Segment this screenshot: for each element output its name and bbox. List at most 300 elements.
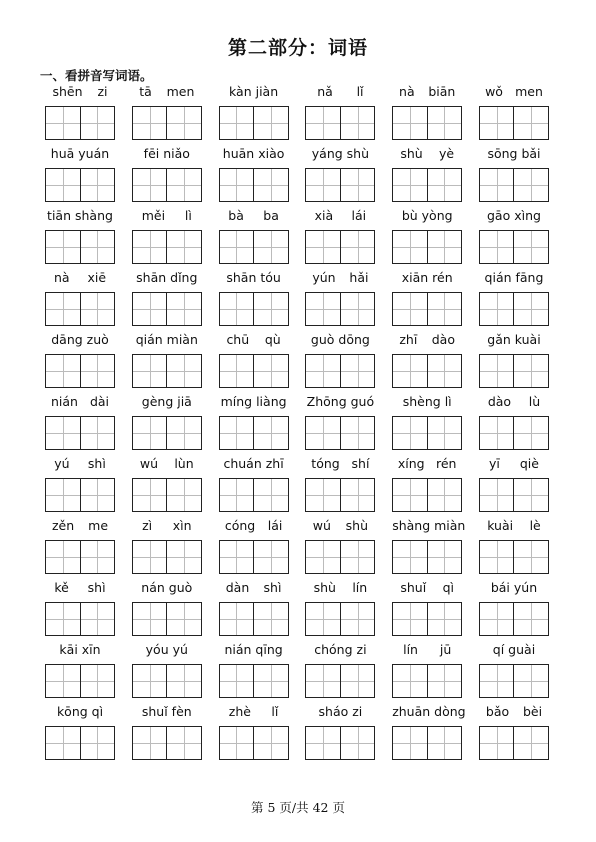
pinyin-label xyxy=(479,270,549,292)
pinyin-label xyxy=(132,394,202,416)
tianzige-cell[interactable] xyxy=(220,541,254,573)
tianzige-cell[interactable] xyxy=(166,665,201,697)
tianzige-cell[interactable] xyxy=(393,231,427,263)
writing-boxes[interactable] xyxy=(219,354,289,388)
pinyin-syllable: guò dōng xyxy=(310,332,370,347)
tianzige-cell[interactable] xyxy=(427,541,462,573)
tianzige-cell[interactable] xyxy=(253,169,288,201)
writing-boxes[interactable] xyxy=(305,540,375,574)
tianzige-cell[interactable] xyxy=(306,479,340,511)
tianzige-cell[interactable] xyxy=(166,541,201,573)
writing-boxes[interactable] xyxy=(132,230,202,264)
tianzige-cell[interactable] xyxy=(133,417,167,449)
writing-boxes[interactable] xyxy=(219,478,289,512)
tianzige-cell[interactable] xyxy=(427,603,462,635)
tianzige-cell[interactable] xyxy=(166,479,201,511)
tianzige-cell[interactable] xyxy=(306,169,340,201)
tianzige-cell[interactable] xyxy=(306,417,340,449)
tianzige-cell[interactable] xyxy=(480,727,514,759)
tianzige-cell[interactable] xyxy=(220,107,254,139)
pinyin-label xyxy=(219,704,289,726)
writing-boxes[interactable] xyxy=(45,230,115,264)
tianzige-cell[interactable] xyxy=(306,355,340,387)
pinyin-label xyxy=(45,84,115,106)
tianzige-cell[interactable] xyxy=(220,603,254,635)
tianzige-cell[interactable] xyxy=(480,541,514,573)
word-item xyxy=(219,580,289,636)
pinyin-syllable: hǎi xyxy=(349,270,369,285)
tianzige-cell[interactable] xyxy=(480,293,514,325)
word-item xyxy=(392,332,462,388)
writing-boxes[interactable] xyxy=(219,664,289,698)
writing-boxes[interactable] xyxy=(479,726,549,760)
pinyin-label xyxy=(45,146,115,168)
tianzige-cell[interactable] xyxy=(46,417,80,449)
tianzige-cell[interactable] xyxy=(340,231,375,263)
tianzige-cell[interactable] xyxy=(340,727,375,759)
tianzige-cell[interactable] xyxy=(80,603,115,635)
tianzige-cell[interactable] xyxy=(306,665,340,697)
tianzige-cell[interactable] xyxy=(306,231,340,263)
tianzige-cell[interactable] xyxy=(480,665,514,697)
writing-boxes[interactable] xyxy=(479,354,549,388)
pinyin-label xyxy=(132,208,202,230)
word-row xyxy=(45,704,550,766)
pinyin-syllable: bǎo xyxy=(485,704,510,719)
word-item xyxy=(45,642,115,698)
tianzige-cell[interactable] xyxy=(480,479,514,511)
pinyin-syllable: kuài xyxy=(487,518,514,533)
tianzige-cell[interactable] xyxy=(427,355,462,387)
tianzige-cell[interactable] xyxy=(133,479,167,511)
tianzige-cell[interactable] xyxy=(253,665,288,697)
vocabulary-grid xyxy=(45,84,550,766)
word-item xyxy=(305,456,375,512)
tianzige-cell[interactable] xyxy=(46,231,80,263)
writing-boxes[interactable] xyxy=(132,540,202,574)
word-item xyxy=(479,518,549,574)
tianzige-cell[interactable] xyxy=(133,355,167,387)
tianzige-cell[interactable] xyxy=(393,541,427,573)
word-row xyxy=(45,642,550,704)
word-item xyxy=(305,270,375,326)
tianzige-cell[interactable] xyxy=(480,417,514,449)
pinyin-label xyxy=(305,146,375,168)
writing-boxes[interactable] xyxy=(45,726,115,760)
tianzige-cell[interactable] xyxy=(306,107,340,139)
tianzige-cell[interactable] xyxy=(393,603,427,635)
writing-boxes[interactable] xyxy=(305,664,375,698)
writing-boxes[interactable] xyxy=(45,540,115,574)
writing-boxes[interactable] xyxy=(305,230,375,264)
word-item xyxy=(392,84,462,140)
pinyin-syllable: shān dǐng xyxy=(136,270,198,285)
writing-boxes[interactable] xyxy=(132,416,202,450)
tianzige-cell[interactable] xyxy=(220,727,254,759)
writing-boxes[interactable] xyxy=(45,416,115,450)
tianzige-cell[interactable] xyxy=(513,479,548,511)
pinyin-syllable: lǐ xyxy=(356,84,364,99)
tianzige-cell[interactable] xyxy=(253,541,288,573)
tianzige-cell[interactable] xyxy=(46,603,80,635)
writing-boxes[interactable] xyxy=(132,664,202,698)
word-row xyxy=(45,518,550,580)
writing-boxes[interactable] xyxy=(132,726,202,760)
tianzige-cell[interactable] xyxy=(80,107,115,139)
writing-boxes[interactable] xyxy=(305,416,375,450)
writing-boxes[interactable] xyxy=(305,602,375,636)
tianzige-cell[interactable] xyxy=(340,603,375,635)
pinyin-label xyxy=(132,332,202,354)
pinyin-syllable: lín xyxy=(352,580,368,595)
tianzige-cell[interactable] xyxy=(393,417,427,449)
page-footer: 第 5 页/共 42 页 xyxy=(251,800,345,815)
pinyin-label xyxy=(392,642,462,664)
tianzige-cell[interactable] xyxy=(220,231,254,263)
writing-boxes[interactable] xyxy=(392,602,462,636)
tianzige-cell[interactable] xyxy=(393,169,427,201)
writing-boxes[interactable] xyxy=(219,168,289,202)
tianzige-cell[interactable] xyxy=(46,727,80,759)
word-item xyxy=(132,84,202,140)
tianzige-cell[interactable] xyxy=(513,169,548,201)
tianzige-cell[interactable] xyxy=(513,293,548,325)
pinyin-syllable: men xyxy=(515,84,543,99)
writing-boxes[interactable] xyxy=(219,292,289,326)
tianzige-cell[interactable] xyxy=(513,417,548,449)
tianzige-cell[interactable] xyxy=(393,665,427,697)
tianzige-cell[interactable] xyxy=(166,355,201,387)
tianzige-cell[interactable] xyxy=(253,603,288,635)
word-item xyxy=(132,146,202,202)
tianzige-cell[interactable] xyxy=(513,231,548,263)
writing-boxes[interactable] xyxy=(305,106,375,140)
word-item xyxy=(132,208,202,264)
pinyin-syllable: shēn xyxy=(52,84,83,99)
pinyin-syllable: zhī xyxy=(399,332,418,347)
tianzige-cell[interactable] xyxy=(393,479,427,511)
word-row xyxy=(45,394,550,456)
pinyin-syllable: qù xyxy=(264,332,281,347)
writing-boxes[interactable] xyxy=(45,106,115,140)
word-item xyxy=(479,270,549,326)
tianzige-cell[interactable] xyxy=(340,293,375,325)
tianzige-cell[interactable] xyxy=(80,665,115,697)
word-item xyxy=(392,456,462,512)
tianzige-cell[interactable] xyxy=(46,479,80,511)
writing-boxes[interactable] xyxy=(45,664,115,698)
writing-boxes[interactable] xyxy=(45,292,115,326)
pinyin-syllable: shàng miàn xyxy=(392,518,466,533)
pinyin-syllable: bèi xyxy=(522,704,543,719)
pinyin-label xyxy=(45,580,115,602)
pinyin-label xyxy=(45,456,115,478)
pinyin-syllable: shì xyxy=(87,456,106,471)
pinyin-syllable: rén xyxy=(436,456,457,471)
word-item xyxy=(132,580,202,636)
pinyin-syllable: yè xyxy=(438,146,455,161)
word-item xyxy=(479,332,549,388)
pinyin-label xyxy=(305,208,375,230)
pinyin-syllable: dào xyxy=(431,332,455,347)
pinyin-label xyxy=(219,580,289,602)
pinyin-syllable: míng liàng xyxy=(220,394,287,409)
tianzige-cell[interactable] xyxy=(253,417,288,449)
writing-boxes[interactable] xyxy=(479,664,549,698)
word-row xyxy=(45,580,550,642)
word-item xyxy=(479,580,549,636)
writing-boxes[interactable] xyxy=(479,602,549,636)
tianzige-cell[interactable] xyxy=(46,107,80,139)
tianzige-cell[interactable] xyxy=(480,231,514,263)
writing-boxes[interactable] xyxy=(45,354,115,388)
writing-boxes[interactable] xyxy=(219,416,289,450)
tianzige-cell[interactable] xyxy=(480,603,514,635)
pinyin-syllable: lǐ xyxy=(271,704,279,719)
writing-boxes[interactable] xyxy=(305,354,375,388)
pinyin-label xyxy=(45,270,115,292)
writing-boxes[interactable] xyxy=(132,602,202,636)
word-item xyxy=(132,456,202,512)
word-item xyxy=(132,518,202,574)
writing-boxes[interactable] xyxy=(392,416,462,450)
pinyin-syllable: zěn xyxy=(51,518,75,533)
tianzige-cell[interactable] xyxy=(253,293,288,325)
writing-boxes[interactable] xyxy=(132,478,202,512)
tianzige-cell[interactable] xyxy=(253,727,288,759)
pinyin-syllable: wú xyxy=(312,518,331,533)
pinyin-syllable: shì xyxy=(263,580,282,595)
writing-boxes[interactable] xyxy=(479,416,549,450)
tianzige-cell[interactable] xyxy=(80,541,115,573)
tianzige-cell[interactable] xyxy=(133,541,167,573)
tianzige-cell[interactable] xyxy=(133,231,167,263)
writing-boxes[interactable] xyxy=(392,726,462,760)
pinyin-label xyxy=(479,208,549,230)
pinyin-syllable: lái xyxy=(267,518,283,533)
word-item xyxy=(392,580,462,636)
writing-boxes[interactable] xyxy=(132,106,202,140)
pinyin-label xyxy=(305,456,375,478)
word-item xyxy=(392,208,462,264)
tianzige-cell[interactable] xyxy=(480,107,514,139)
word-item xyxy=(479,208,549,264)
tianzige-cell[interactable] xyxy=(513,603,548,635)
tianzige-cell[interactable] xyxy=(393,355,427,387)
tianzige-cell[interactable] xyxy=(133,727,167,759)
word-item xyxy=(219,270,289,326)
tianzige-cell[interactable] xyxy=(393,727,427,759)
writing-boxes[interactable] xyxy=(392,354,462,388)
tianzige-cell[interactable] xyxy=(340,417,375,449)
writing-boxes[interactable] xyxy=(219,106,289,140)
tianzige-cell[interactable] xyxy=(393,293,427,325)
writing-boxes[interactable] xyxy=(479,292,549,326)
word-item xyxy=(305,518,375,574)
writing-boxes[interactable] xyxy=(392,292,462,326)
tianzige-cell[interactable] xyxy=(427,665,462,697)
tianzige-cell[interactable] xyxy=(513,107,548,139)
tianzige-cell[interactable] xyxy=(80,417,115,449)
pinyin-label xyxy=(219,146,289,168)
tianzige-cell[interactable] xyxy=(253,231,288,263)
writing-boxes[interactable] xyxy=(219,540,289,574)
tianzige-cell[interactable] xyxy=(427,231,462,263)
tianzige-cell[interactable] xyxy=(306,541,340,573)
pinyin-syllable: yú xyxy=(54,456,70,471)
writing-boxes[interactable] xyxy=(219,230,289,264)
tianzige-cell[interactable] xyxy=(427,107,462,139)
tianzige-cell[interactable] xyxy=(46,665,80,697)
tianzige-cell[interactable] xyxy=(427,293,462,325)
pinyin-label xyxy=(392,580,462,602)
writing-boxes[interactable] xyxy=(479,230,549,264)
tianzige-cell[interactable] xyxy=(133,107,167,139)
writing-boxes[interactable] xyxy=(219,726,289,760)
tianzige-cell[interactable] xyxy=(427,169,462,201)
tianzige-cell[interactable] xyxy=(220,293,254,325)
writing-boxes[interactable] xyxy=(479,478,549,512)
tianzige-cell[interactable] xyxy=(427,417,462,449)
writing-boxes[interactable] xyxy=(45,602,115,636)
tianzige-cell[interactable] xyxy=(220,417,254,449)
tianzige-cell[interactable] xyxy=(220,355,254,387)
tianzige-cell[interactable] xyxy=(220,665,254,697)
tianzige-cell[interactable] xyxy=(133,293,167,325)
writing-boxes[interactable] xyxy=(305,478,375,512)
pinyin-label xyxy=(392,456,462,478)
writing-boxes[interactable] xyxy=(132,292,202,326)
tianzige-cell[interactable] xyxy=(340,665,375,697)
tianzige-cell[interactable] xyxy=(513,355,548,387)
pinyin-syllable: zhè xyxy=(228,704,251,719)
writing-boxes[interactable] xyxy=(219,602,289,636)
tianzige-cell[interactable] xyxy=(133,603,167,635)
pinyin-label xyxy=(479,580,549,602)
tianzige-cell[interactable] xyxy=(80,169,115,201)
tianzige-cell[interactable] xyxy=(166,603,201,635)
tianzige-cell[interactable] xyxy=(166,293,201,325)
tianzige-cell[interactable] xyxy=(166,231,201,263)
pinyin-syllable: xià xyxy=(314,208,334,223)
pinyin-syllable: nián xyxy=(50,394,78,409)
pinyin-syllable: qì xyxy=(442,580,454,595)
tianzige-cell[interactable] xyxy=(306,293,340,325)
writing-boxes[interactable] xyxy=(392,478,462,512)
tianzige-cell[interactable] xyxy=(220,169,254,201)
word-item xyxy=(219,456,289,512)
writing-boxes[interactable] xyxy=(305,292,375,326)
tianzige-cell[interactable] xyxy=(133,665,167,697)
writing-boxes[interactable] xyxy=(305,168,375,202)
tianzige-cell[interactable] xyxy=(306,727,340,759)
pinyin-syllable: shù xyxy=(313,580,336,595)
tianzige-cell[interactable] xyxy=(340,541,375,573)
tianzige-cell[interactable] xyxy=(220,479,254,511)
tianzige-cell[interactable] xyxy=(80,355,115,387)
tianzige-cell[interactable] xyxy=(166,727,201,759)
writing-boxes[interactable] xyxy=(392,540,462,574)
tianzige-cell[interactable] xyxy=(166,169,201,201)
tianzige-cell[interactable] xyxy=(427,727,462,759)
writing-boxes[interactable] xyxy=(132,168,202,202)
pinyin-label xyxy=(45,394,115,416)
pinyin-label xyxy=(479,456,549,478)
pinyin-syllable: sōng bǎi xyxy=(487,146,541,161)
word-item xyxy=(45,208,115,264)
word-item xyxy=(45,580,115,636)
tianzige-cell[interactable] xyxy=(393,107,427,139)
tianzige-cell[interactable] xyxy=(80,293,115,325)
tianzige-cell[interactable] xyxy=(166,107,201,139)
tianzige-cell[interactable] xyxy=(46,293,80,325)
pinyin-syllable: bà xyxy=(228,208,244,223)
pinyin-label xyxy=(219,394,289,416)
pinyin-syllable: xíng xyxy=(397,456,425,471)
tianzige-cell[interactable] xyxy=(253,355,288,387)
word-item xyxy=(305,642,375,698)
writing-boxes[interactable] xyxy=(392,664,462,698)
word-item xyxy=(479,456,549,512)
tianzige-cell[interactable] xyxy=(166,417,201,449)
pinyin-syllable: kàn jiàn xyxy=(229,84,279,99)
word-item xyxy=(219,642,289,698)
writing-boxes[interactable] xyxy=(305,726,375,760)
tianzige-cell[interactable] xyxy=(133,169,167,201)
pinyin-syllable: qián miàn xyxy=(135,332,198,347)
pinyin-label xyxy=(305,580,375,602)
tianzige-cell[interactable] xyxy=(513,727,548,759)
tianzige-cell[interactable] xyxy=(46,355,80,387)
pinyin-label xyxy=(392,704,466,726)
pinyin-label xyxy=(305,642,375,664)
tianzige-cell[interactable] xyxy=(80,479,115,511)
tianzige-cell[interactable] xyxy=(480,169,514,201)
word-item xyxy=(132,332,202,388)
tianzige-cell[interactable] xyxy=(253,479,288,511)
tianzige-cell[interactable] xyxy=(46,169,80,201)
tianzige-cell[interactable] xyxy=(80,231,115,263)
tianzige-cell[interactable] xyxy=(306,603,340,635)
word-item xyxy=(305,580,375,636)
tianzige-cell[interactable] xyxy=(340,355,375,387)
writing-boxes[interactable] xyxy=(45,478,115,512)
writing-boxes[interactable] xyxy=(132,354,202,388)
writing-boxes[interactable] xyxy=(392,168,462,202)
tianzige-cell[interactable] xyxy=(427,479,462,511)
writing-boxes[interactable] xyxy=(479,168,549,202)
writing-boxes[interactable] xyxy=(479,540,549,574)
pinyin-label xyxy=(132,704,202,726)
pinyin-syllable: yī xyxy=(488,456,500,471)
tianzige-cell[interactable] xyxy=(253,107,288,139)
tianzige-cell[interactable] xyxy=(480,355,514,387)
tianzige-cell[interactable] xyxy=(340,479,375,511)
tianzige-cell[interactable] xyxy=(80,727,115,759)
writing-boxes[interactable] xyxy=(392,230,462,264)
pinyin-syllable: nà xyxy=(53,270,70,285)
writing-boxes[interactable] xyxy=(479,106,549,140)
pinyin-syllable: zi xyxy=(97,84,108,99)
writing-boxes[interactable] xyxy=(392,106,462,140)
tianzige-cell[interactable] xyxy=(513,665,548,697)
writing-boxes[interactable] xyxy=(45,168,115,202)
tianzige-cell[interactable] xyxy=(513,541,548,573)
tianzige-cell[interactable] xyxy=(340,107,375,139)
tianzige-cell[interactable] xyxy=(46,541,80,573)
word-item xyxy=(132,704,202,760)
tianzige-cell[interactable] xyxy=(340,169,375,201)
